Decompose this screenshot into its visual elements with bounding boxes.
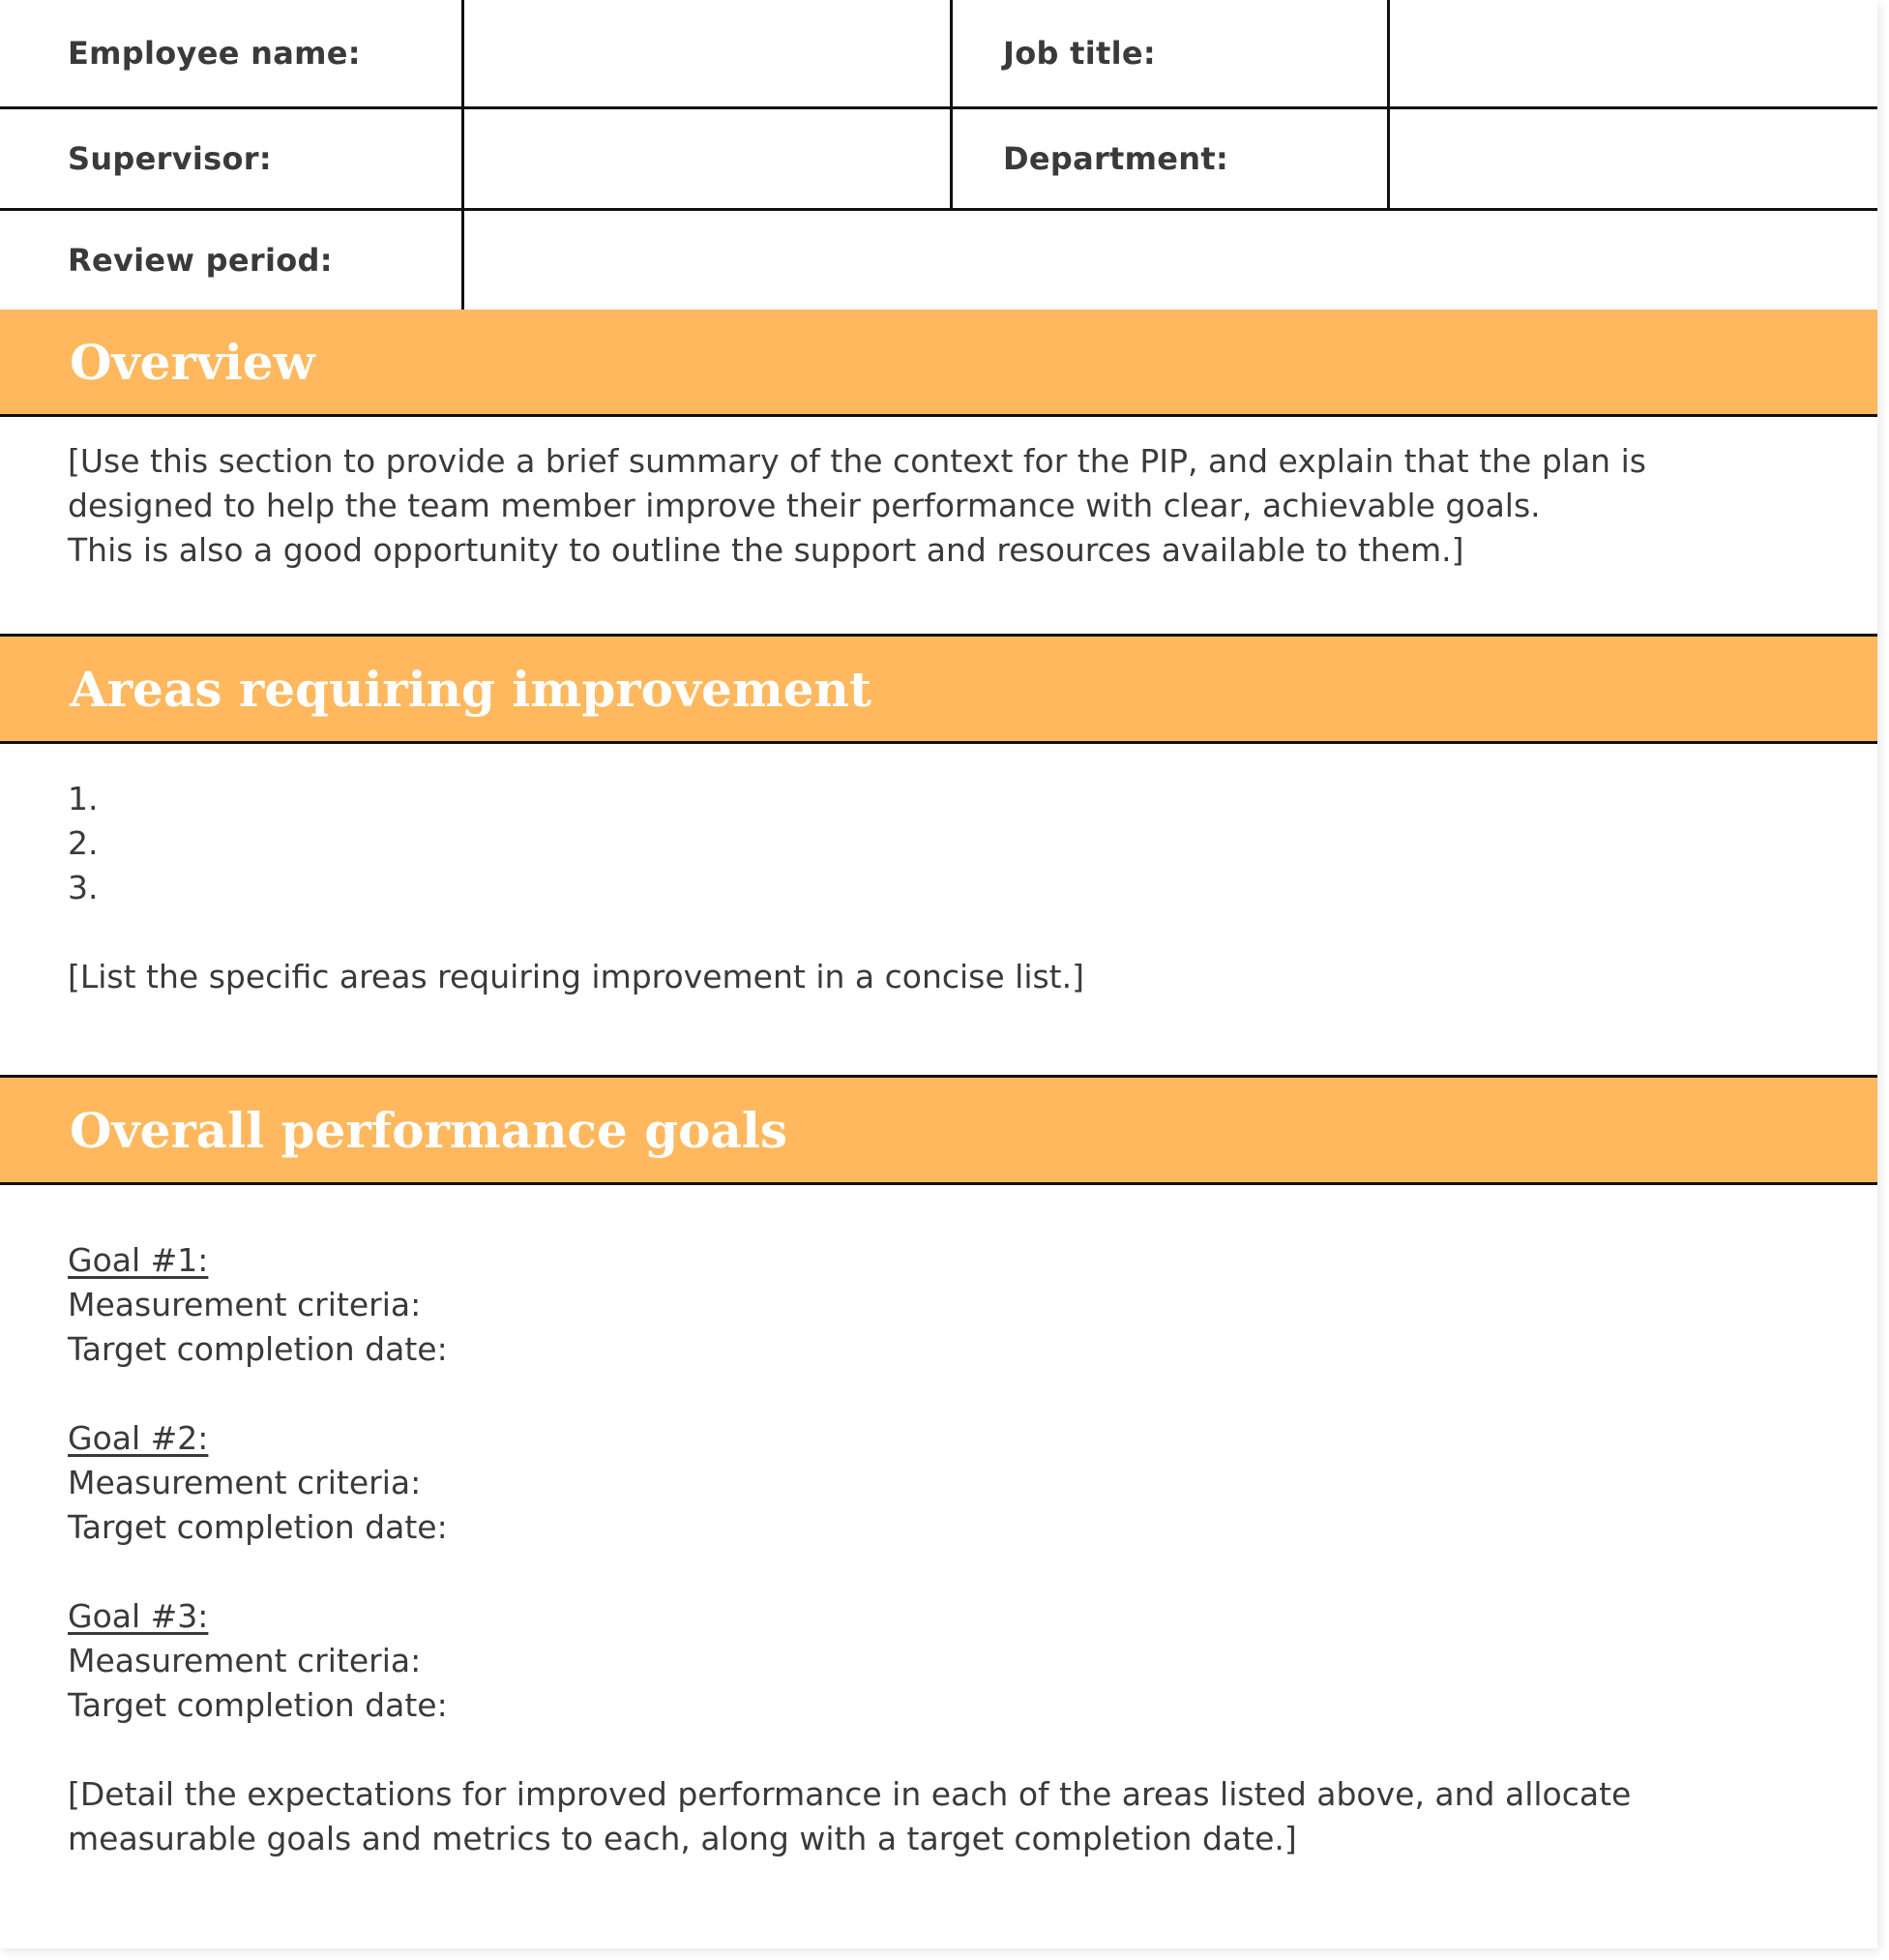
areas-heading: Areas requiring improvement (0, 634, 1877, 744)
overview-heading: Overview (0, 310, 1877, 417)
goal-1-criteria: Measurement criteria: (68, 1286, 422, 1323)
list-item: 2. (68, 824, 99, 862)
goal-2-criteria: Measurement criteria: (68, 1464, 422, 1501)
info-row-2 (0, 109, 1877, 211)
areas-body (68, 777, 1838, 999)
overview-body (68, 439, 1838, 573)
goal-3-criteria: Measurement criteria: (68, 1642, 422, 1679)
supervisor-field[interactable] (461, 109, 950, 208)
supervisor-label: Supervisor: (68, 140, 272, 177)
goal-2-label: Goal #2: (68, 1419, 209, 1457)
goals-body (68, 1238, 1838, 1861)
job-title-field[interactable] (1387, 0, 1877, 106)
goal-1-date: Target completion date: (68, 1330, 448, 1368)
employee-name-field[interactable] (461, 0, 950, 106)
info-row-1 (0, 0, 1877, 109)
areas-note: [List the specific areas requiring improvement in a concise list.] (68, 958, 1084, 995)
goals-note-line: [Detail the expectations for improved performance in each of the areas listed above, and allocate (68, 1775, 1632, 1813)
goal-3-date: Target completion date: (68, 1686, 448, 1724)
goals-heading: Overall performance goals (0, 1075, 1877, 1185)
goal-1-label: Goal #1: (68, 1241, 209, 1279)
goal-3-label: Goal #3: (68, 1597, 209, 1635)
review-period-field[interactable] (461, 211, 1877, 310)
goals-note-line: measurable goals and metrics to each, along with a target completion date.] (68, 1820, 1297, 1857)
overview-line: [Use this section to provide a brief summary of the context for the PIP, and explain that the plan is (68, 442, 1646, 480)
info-row-3 (0, 211, 1877, 312)
department-field[interactable] (1387, 109, 1877, 208)
review-period-label: Review period: (68, 242, 333, 279)
goal-2-date: Target completion date: (68, 1508, 448, 1546)
employee-name-label: Employee name: (68, 35, 361, 72)
department-label: Department: (950, 109, 1387, 208)
overview-line: This is also a good opportunity to outline the support and resources available to them.] (68, 531, 1464, 569)
list-item: 3. (68, 869, 99, 906)
overview-line: designed to help the team member improve their performance with clear, achievable goals. (68, 487, 1541, 524)
list-item: 1. (68, 780, 99, 817)
job-title-label: Job title: (950, 0, 1387, 106)
employee-info-table (0, 0, 1877, 312)
